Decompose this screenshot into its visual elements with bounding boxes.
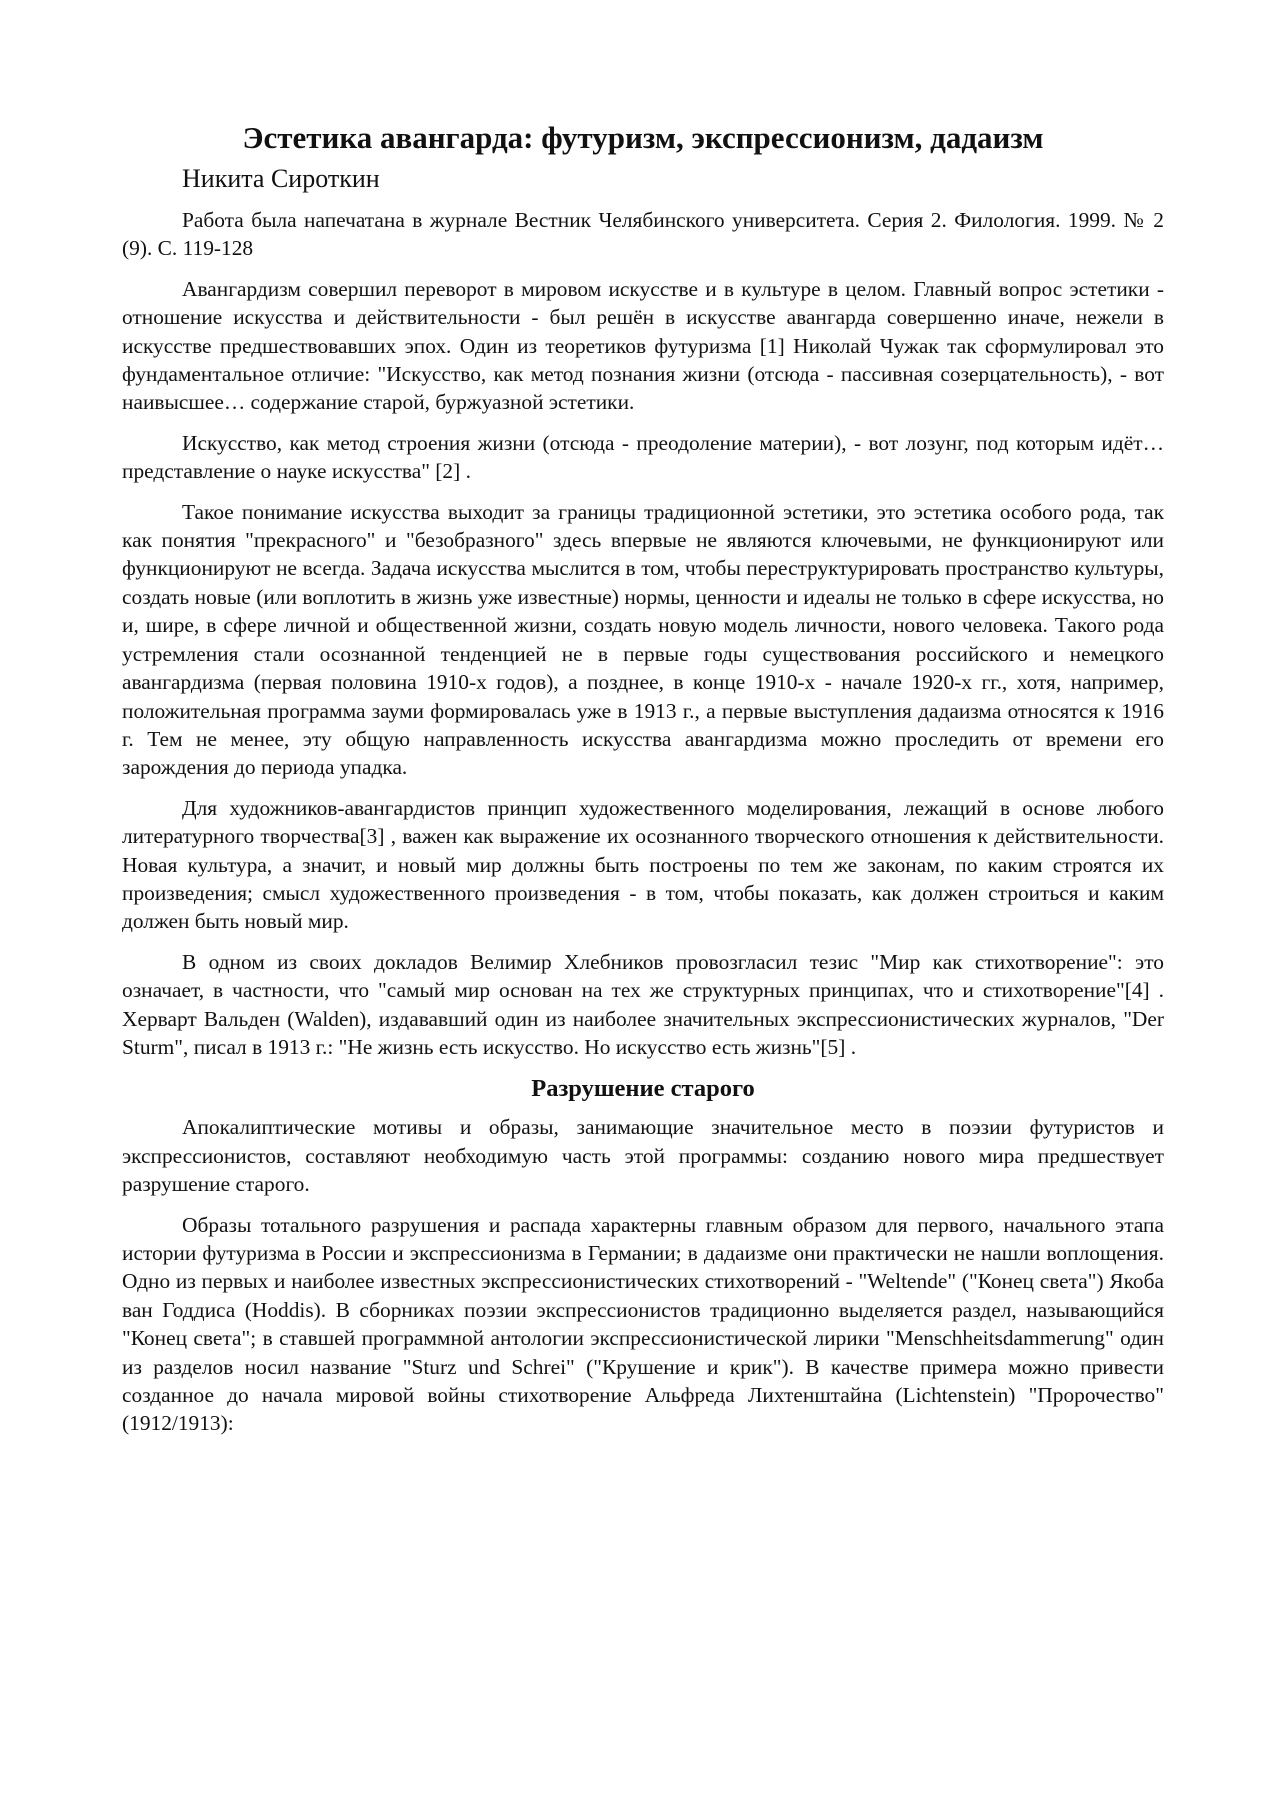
author-name: Никита Сироткин	[182, 164, 380, 193]
paragraph: Для художников-авангардистов принцип художественного моделирования, лежащий в основе любого литературного творчества[3] , важен как выражение их осознанного творческого отношения к действительности. Новая культура, а значит, и новый мир должны быть построены по тем же законам, по каким строятся их произведения; смысл художественного произведения - в том, чтобы показать, как должен строиться и каким должен быть новый мир.	[122, 795, 1164, 934]
paragraph: Образы тотального разрушения и распада характерны главным образом для первого, начального этапа истории футуризма в России и экспрессионизма в Германии; в дадаизме они практически не нашли воплощения. Одно из первых и наиболее известных экспрессионистических стихотворений - "Weltende" ("Конец света") Якоба ван Годдиса (Hoddis). В сборниках поэзии экспрессионистов традиционно выделяется раздел, называющийся "Конец света"; в ставшей программной антологии экспрессионистической лирики "Menschheitsdammerung" один из разделов носил название "Sturz und Schrei" ("Крушение и крик"). В качестве примера можно привести созданное до начала мировой войны стихотворение Альфреда Лихтенштайна (Lichtenstein) "Пророчество" (1912/1913):	[122, 1212, 1164, 1436]
paragraph: Авангардизм совершил переворот в мировом искусстве и в культуре в целом. Главный вопрос эстетики - отношение искусства и действительности - был решён в искусстве авангарда совершенно иначе, нежели в искусстве предшествовавших эпох. Один из теоретиков футуризма [1] Николай Чужак так сформулировал это фундаментальное отличие: "Искусство, как метод познания жизни (отсюда - пассивная созерцательность), - вот наивысшее… содержание старой, буржуазной эстетики.	[122, 276, 1164, 415]
paragraph: Апокалиптические мотивы и образы, занимающие значительное место в поэзии футуристов и экспрессионистов, составляют необходимую часть этой программы: созданию нового мира предшествует разрушение старого.	[122, 1115, 1164, 1197]
document-title: Эстетика авангарда: футуризм, экспрессионизм, дадаизм	[242, 120, 1044, 155]
document-body	[122, 118, 1164, 1450]
paragraph: Искусство, как метод строения жизни (отсюда - преодоление материи), - вот лозунг, под которым идёт… представление о науке искусства" [2] .	[122, 430, 1164, 484]
paragraph: В одном из своих докладов Велимир Хлебников провозгласил тезис "Мир как стихотворение": это означает, в частности, что "самый мир основан на тех же структурных принципах, что и стихотворение"[4] . Херварт Вальден (Walden), издававший один из наиболее значительных экспрессионистических журналов, "Der Sturm", писал в 1913 г.: "Не жизнь есть искусство. Но искусство есть жизнь"[5] .	[122, 949, 1164, 1059]
section-heading: Разрушение старого	[531, 1075, 755, 1103]
paragraph-publication-note: Работа была напечатана в журнале Вестник Челябинского университета. Серия 2. Филология. 1999. № 2 (9). С. 119-128	[122, 208, 1164, 261]
paragraph: Такое понимание искусства выходит за границы традиционной эстетики, это эстетика особого рода, так как понятия "прекрасного" и "безобразного" здесь впервые не являются ключевыми, не функционируют или функционируют не всегда. Задача искусства мыслится в том, чтобы переструктурировать пространство культуры, создать новые (или воплотить в жизнь уже известные) нормы, ценности и идеалы не только в сфере искусства, но и, шире, в сфере личной и общественной жизни, создать новую модель личности, нового человека. Такого рода устремления стали осознанной тенденцией не в первые годы существования российского и немецкого авангардизма (первая половина 1910-х годов), а позднее, в конце 1910-х - начале 1920-х гг., хотя, например, положительная программа зауми формировалась уже в 1913 г., а первые выступления дадаизма относятся к 1916 г. Тем не менее, эту общую направленность искусства авангардизма можно проследить от времени его зарождения до периода упадка.	[122, 499, 1164, 780]
